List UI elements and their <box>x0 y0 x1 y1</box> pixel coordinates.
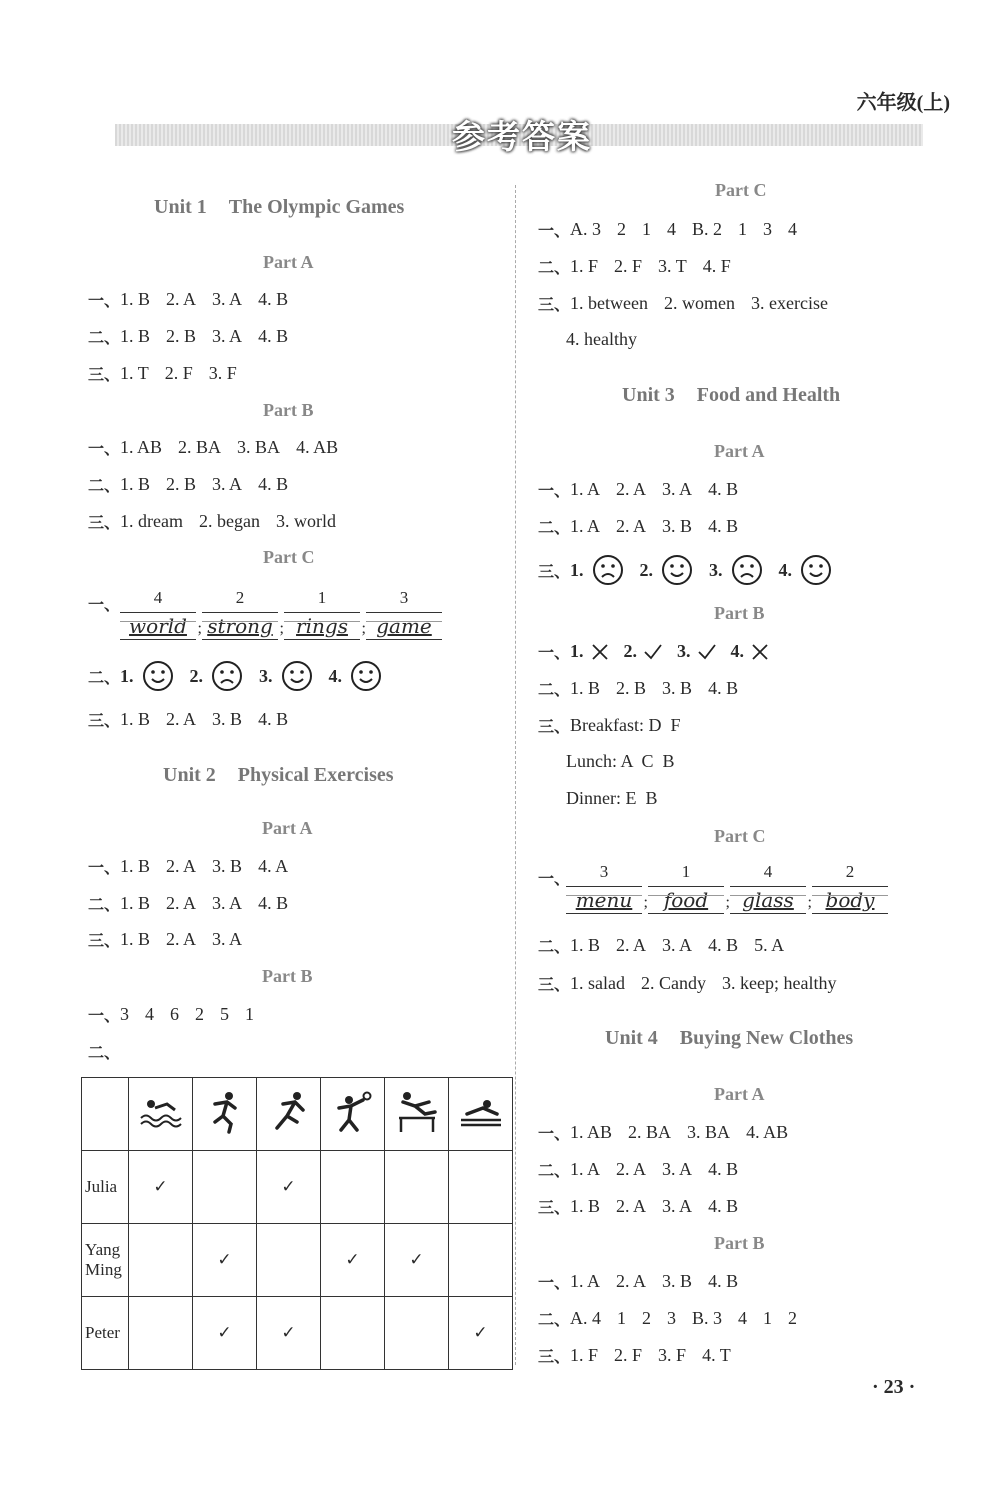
answer-item: 2. A <box>166 893 197 913</box>
word-box <box>730 862 812 914</box>
item-label: 三、 <box>88 711 121 730</box>
word-number: 3 <box>399 588 409 607</box>
table-row <box>82 1297 513 1370</box>
answer-item: 3. A <box>662 1159 693 1179</box>
answer-item: 4 <box>145 1004 155 1024</box>
answer-item: 2. women <box>663 293 735 313</box>
item-label: 二、 <box>538 258 571 277</box>
answer-line <box>88 1003 254 1026</box>
answer-item: 2. A <box>616 1159 647 1179</box>
answer-item: 4. AB <box>746 1122 789 1142</box>
answer-item: A. 3 <box>570 219 602 239</box>
answer-line <box>538 478 738 501</box>
handwritten-word: food <box>648 886 724 914</box>
check-icon <box>697 642 717 662</box>
answer-item: 4. AB <box>296 437 339 457</box>
check-cell <box>257 1224 321 1297</box>
answer-item: 1 <box>245 1004 255 1024</box>
answer-item: 1 <box>738 219 748 239</box>
happy-face-icon <box>661 554 693 586</box>
answer-item: 1. A <box>570 1271 601 1291</box>
running-icon <box>205 1090 245 1134</box>
table-header-cell <box>385 1078 449 1151</box>
answer-item: 3. B <box>212 709 243 729</box>
column-divider <box>515 185 516 1365</box>
table-header-cell <box>129 1078 193 1151</box>
answer-item: 1. dream <box>120 511 183 531</box>
item-label: 二、 <box>538 1310 571 1329</box>
item-number: 3. <box>677 641 691 661</box>
separator: ; <box>725 894 730 911</box>
answer-item: 1. AB <box>570 1122 613 1142</box>
answer-item: 3. B <box>662 516 693 536</box>
separator: ; <box>361 620 366 637</box>
answer-item: 4. B <box>708 1271 739 1291</box>
table-row <box>82 1224 513 1297</box>
answer-item: 4. B <box>258 893 289 913</box>
cross-icon <box>750 642 770 662</box>
answer-line <box>538 1344 731 1367</box>
answer-item: 2. B <box>616 678 647 698</box>
happy-face-icon <box>281 660 313 692</box>
answer-item: 2. A <box>166 709 197 729</box>
item-label: 三、 <box>538 975 571 994</box>
part-c-heading: Part C <box>263 547 315 567</box>
answer-line: 三、 Breakfast: D F <box>538 715 681 736</box>
answer-line <box>538 677 738 700</box>
item-number: 2. <box>639 559 654 580</box>
answer-line <box>88 473 288 496</box>
answer-item: 2 <box>195 1004 205 1024</box>
word-writing-row <box>120 588 448 640</box>
face-answer-line <box>538 554 848 586</box>
handwritten-word: body <box>812 886 888 914</box>
answer-line <box>566 329 637 350</box>
answer-item: 3. A <box>212 326 243 346</box>
hurdling-icon <box>395 1090 439 1134</box>
item-label: 二、 <box>88 476 121 495</box>
answer-item: 1. B <box>570 1196 601 1216</box>
answer-item: 4. F <box>702 256 731 276</box>
answer-item: 2. B <box>166 474 197 494</box>
answer-line <box>88 436 338 459</box>
answer-item: 4 <box>788 219 798 239</box>
item-number: 2. <box>189 665 204 686</box>
part-b-heading: Part B <box>262 966 313 986</box>
answer-item: 3. exercise <box>750 293 828 313</box>
answer-line <box>538 255 731 278</box>
item-label: 三、 <box>88 931 121 950</box>
answer-item: 2. A <box>616 935 647 955</box>
answer-item: 4. B <box>708 1196 739 1216</box>
answer-item: 1. A <box>570 1159 601 1179</box>
answer-line: Lunch: A C B <box>566 751 675 771</box>
answer-item: 1. salad <box>570 973 625 993</box>
answer-item: 3. A <box>662 935 693 955</box>
answer-item: 4. A <box>258 856 289 876</box>
handwritten-word: world <box>120 612 196 640</box>
item-label: 二、 <box>88 667 121 687</box>
answer-item: 4. B <box>708 678 739 698</box>
answer-item: 2. BA <box>628 1122 672 1142</box>
answer-item: 2. A <box>166 929 197 949</box>
word-number: 1 <box>317 588 327 607</box>
answer-item: 1. F <box>570 1345 599 1365</box>
word-writing-row <box>566 862 894 914</box>
word-box <box>366 588 442 640</box>
answer-item: 2. A <box>166 289 197 309</box>
handwritten-word: game <box>366 612 442 640</box>
answer-label: 二、 <box>88 1043 121 1062</box>
separator: ; <box>643 894 648 911</box>
rowing-icon <box>457 1092 505 1132</box>
answer-item: 3. F <box>208 363 237 383</box>
answer-item: 1. AB <box>120 437 163 457</box>
answer-item: 3 <box>763 219 773 239</box>
answer-line <box>538 1270 738 1293</box>
answer-item: 4. B <box>708 1159 739 1179</box>
answer-line <box>88 362 237 385</box>
word-box <box>566 862 648 914</box>
answer-item: 1 <box>617 1308 627 1328</box>
check-cell: ✓ <box>257 1151 321 1224</box>
answer-line <box>538 1195 738 1218</box>
item-label: 一、 <box>538 1273 571 1292</box>
answer-line <box>538 1307 797 1330</box>
word-number: 4 <box>153 588 163 607</box>
answer-item: 3. keep; healthy <box>722 973 837 993</box>
answer-item: 2 <box>788 1308 798 1328</box>
answer-item: 1. B <box>570 678 601 698</box>
answer-item: 4. T <box>702 1345 731 1365</box>
part-a-heading: Part A <box>714 1084 765 1104</box>
item-label: 三、 <box>538 561 571 581</box>
answer-item: 1 <box>642 219 652 239</box>
answer-line: Dinner: E B <box>566 788 658 808</box>
answer-label: 一、 <box>538 869 571 888</box>
answer-item: 5. A <box>754 935 785 955</box>
item-number: 4. <box>730 641 745 661</box>
check-cell <box>385 1297 449 1370</box>
answer-line <box>88 510 336 533</box>
sad-face-icon <box>731 554 763 586</box>
cross-icon <box>590 642 610 662</box>
part-b-heading: Part B <box>714 1233 765 1253</box>
answer-item: 3. A <box>212 929 243 949</box>
item-label: 三、 <box>88 513 121 532</box>
item-label: 二、 <box>88 328 121 347</box>
student-name-cell: Julia <box>82 1151 129 1224</box>
unit-4-title: Unit 4 Buying New Clothes <box>605 1027 854 1049</box>
table-header-cell <box>449 1078 513 1151</box>
item-number: 3. <box>709 559 723 580</box>
check-icon <box>643 642 663 662</box>
item-number: 1. <box>120 665 134 686</box>
answer-line <box>538 218 797 241</box>
item-label: 三、 <box>538 1347 571 1366</box>
handwritten-word: strong <box>202 612 278 640</box>
happy-face-icon <box>800 554 832 586</box>
item-number: 1. <box>570 641 584 661</box>
answer-item: 3. A <box>662 479 693 499</box>
answer-item: 6 <box>170 1004 180 1024</box>
answer-item: 4. B <box>708 516 739 536</box>
answer-item: 2. Candy <box>641 973 706 993</box>
check-cell <box>321 1297 385 1370</box>
separator: ; <box>807 894 812 911</box>
item-label: 二、 <box>538 937 571 956</box>
word-box <box>284 588 366 640</box>
word-box <box>202 588 284 640</box>
word-number: 1 <box>681 862 691 881</box>
item-label: 一、 <box>88 439 121 458</box>
handwritten-word: rings <box>284 612 360 640</box>
answer-item: 2. A <box>616 1196 647 1216</box>
item-label: 一、 <box>88 291 121 310</box>
answer-item: A. 4 <box>570 1308 602 1328</box>
answer-line <box>88 855 288 878</box>
part-a-heading: Part A <box>262 818 313 838</box>
answer-line <box>88 928 242 951</box>
answer-item: 1. between <box>570 293 648 313</box>
item-label: 二、 <box>538 518 571 537</box>
answer-line <box>88 288 288 311</box>
answer-item: 3. BA <box>687 1122 731 1142</box>
answer-item: 3 <box>120 1004 130 1024</box>
unit-3-title: Unit 3 Food and Health <box>622 384 841 406</box>
jogging-icon <box>269 1090 309 1134</box>
answer-item: 3. world <box>275 511 336 531</box>
unit-1-title: Unit 1 The Olympic Games <box>154 196 405 218</box>
answer-label: 一、 <box>88 595 121 614</box>
answer-item: 1 <box>763 1308 773 1328</box>
table-header-cell <box>257 1078 321 1151</box>
answer-item: 2. BA <box>178 437 222 457</box>
answer-item: 2. A <box>616 516 647 536</box>
word-number: 2 <box>235 588 245 607</box>
answer-item: 3. B <box>212 856 243 876</box>
answer-item: 4. B <box>258 289 289 309</box>
grade-label: 六年级(上) <box>856 92 950 114</box>
answer-line <box>538 972 836 995</box>
answer-item: 3. A <box>212 474 243 494</box>
unit-2-title: Unit 2 Physical Exercises <box>163 764 394 786</box>
answer-item: 4. B <box>708 479 739 499</box>
handwritten-word: glass <box>730 886 806 914</box>
answer-item: 1. T <box>120 363 149 383</box>
answer-item: 1. B <box>120 856 151 876</box>
item-number: 4. <box>778 559 793 580</box>
answer-item: 2. B <box>166 326 197 346</box>
check-cell <box>449 1224 513 1297</box>
answer-item: 3. A <box>212 893 243 913</box>
answer-item: 3. A <box>662 1196 693 1216</box>
answer-line <box>88 892 288 915</box>
part-a-heading: Part A <box>714 441 765 461</box>
answer-line <box>538 1121 788 1144</box>
check-cell <box>129 1297 193 1370</box>
answer-item: 4. B <box>258 709 289 729</box>
answer-item: 4 <box>667 219 677 239</box>
table-header-cell <box>193 1078 257 1151</box>
check-cell: ✓ <box>193 1224 257 1297</box>
student-name-cell: Yang Ming <box>82 1224 129 1297</box>
item-label: 一、 <box>538 643 571 662</box>
table-header-row <box>82 1078 513 1151</box>
answer-item: 3. B <box>662 1271 693 1291</box>
answer-item: 4 <box>738 1308 748 1328</box>
check-cell: ✓ <box>193 1297 257 1370</box>
answer-line <box>538 515 738 538</box>
check-cell <box>129 1224 193 1297</box>
item-label: 三、 <box>538 295 571 314</box>
item-label: 一、 <box>538 481 571 500</box>
check-cell: ✓ <box>385 1224 449 1297</box>
item-label: 二、 <box>538 1161 571 1180</box>
word-number: 4 <box>763 862 773 881</box>
separator: ; <box>197 620 202 637</box>
part-a-heading: Part A <box>263 252 314 272</box>
answer-line <box>88 708 288 731</box>
item-label: 二、 <box>88 895 121 914</box>
item-number: 2. <box>623 641 638 661</box>
happy-face-icon <box>350 660 382 692</box>
page-number: · 23 · <box>872 1376 916 1398</box>
answer-item: 1. A <box>570 479 601 499</box>
handwritten-word: menu <box>566 886 642 914</box>
check-cell <box>321 1151 385 1224</box>
answer-item: 2. A <box>616 1271 647 1291</box>
answer-line <box>538 1158 738 1181</box>
item-label: 三、 <box>88 365 121 384</box>
separator: ; <box>279 620 284 637</box>
sad-face-icon <box>211 660 243 692</box>
answer-item: 1. B <box>120 474 151 494</box>
answer-item: 2 <box>642 1308 652 1328</box>
answer-item: 1. B <box>120 929 151 949</box>
word-number: 2 <box>845 862 855 881</box>
answer-line <box>538 934 784 957</box>
answer-item: B. 3 <box>692 1308 723 1328</box>
answer-item: 2. A <box>166 856 197 876</box>
check-cell: ✓ <box>129 1151 193 1224</box>
answer-item: 3. A <box>212 289 243 309</box>
answer-item: 4. healthy <box>566 329 637 349</box>
answer-item: 1. F <box>570 256 599 276</box>
answer-item: 2. F <box>614 1345 643 1365</box>
part-c-heading: Part C <box>714 826 766 846</box>
mark-answer-line <box>538 640 784 663</box>
answer-item: 4. B <box>708 935 739 955</box>
student-name-cell: Peter <box>82 1297 129 1370</box>
item-label: 二、 <box>538 680 571 699</box>
answer-item: 2. F <box>164 363 193 383</box>
happy-face-icon <box>142 660 174 692</box>
face-answer-line <box>88 660 398 692</box>
table-row <box>82 1151 513 1224</box>
word-box <box>648 862 730 914</box>
answer-item: 3. B <box>662 678 693 698</box>
part-b-heading: Part B <box>714 603 765 623</box>
check-cell <box>449 1151 513 1224</box>
check-cell: ✓ <box>449 1297 513 1370</box>
item-number: 3. <box>259 665 273 686</box>
item-number: 1. <box>570 559 584 580</box>
item-number: 4. <box>328 665 343 686</box>
check-cell <box>193 1151 257 1224</box>
answer-item: 2. began <box>199 511 260 531</box>
answer-item: 3. F <box>658 1345 687 1365</box>
item-label: 一、 <box>88 1006 121 1025</box>
check-cell: ✓ <box>257 1297 321 1370</box>
answer-line <box>88 325 288 348</box>
item-label: 一、 <box>538 1124 571 1143</box>
answer-item: 1. B <box>120 893 151 913</box>
answer-item: 3 <box>667 1308 677 1328</box>
part-c-heading: Part C <box>715 180 767 200</box>
answer-line <box>538 292 828 315</box>
answer-item: 3. T <box>658 256 687 276</box>
swimming-icon <box>137 1092 185 1132</box>
answer-item: 3. BA <box>237 437 281 457</box>
item-label: 三、 <box>538 1198 571 1217</box>
answer-item: 1. B <box>120 709 151 729</box>
answer-item: 1. B <box>120 326 151 346</box>
table-header-cell <box>321 1078 385 1151</box>
answer-item: 1. B <box>120 289 151 309</box>
item-label: 一、 <box>88 858 121 877</box>
volleyball-icon <box>333 1090 373 1134</box>
check-cell: ✓ <box>321 1224 385 1297</box>
word-box <box>120 588 202 640</box>
word-number: 3 <box>599 862 609 881</box>
answer-item: 4. B <box>258 326 289 346</box>
item-label: 一、 <box>538 221 571 240</box>
answer-item: 1. A <box>570 516 601 536</box>
answer-item: 1. B <box>570 935 601 955</box>
sad-face-icon <box>592 554 624 586</box>
answer-item: 4. B <box>258 474 289 494</box>
check-cell <box>385 1151 449 1224</box>
part-b-heading: Part B <box>263 400 314 420</box>
answer-item: 2 <box>617 219 627 239</box>
sports-table <box>81 1077 513 1370</box>
banner-title: 参考答案 <box>452 116 592 156</box>
answer-item: 2. A <box>616 479 647 499</box>
word-box <box>812 862 888 914</box>
table-corner-cell <box>82 1078 129 1151</box>
answer-item: 5 <box>220 1004 230 1024</box>
answer-item: B. 2 <box>692 219 723 239</box>
answer-item: 2. F <box>614 256 643 276</box>
